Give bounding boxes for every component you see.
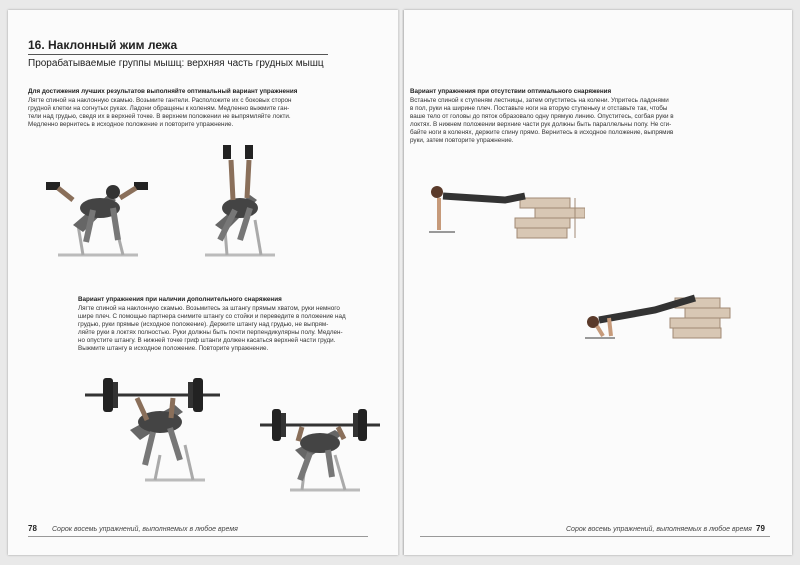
text-line: Выжмите штангу в исходное положение. Повторите упражнение. (78, 345, 269, 352)
decline-pushup-bottom-illustration (575, 288, 735, 348)
decline-pushup-start-illustration (425, 180, 585, 245)
text-line: грудью, руки прямые (исходное положение). Держите штангу над грудью, не выпрям- (78, 321, 329, 328)
text-line: шире плеч. С помощью партнера снимите штангу со стойки и переведите в положение над (78, 313, 346, 320)
dumbbell-press-top-illustration (195, 140, 285, 270)
text-line: тели над грудью, сведя их в верхней точке. В верхнем положении не выпрямляйте локти. (28, 113, 291, 120)
exercise-subtitle: Прорабатываемые группы мышц: верхняя часть грудных мышц (28, 58, 324, 69)
barbell-press-top-illustration (85, 370, 220, 500)
optimal-variant-text (28, 97, 291, 129)
footer-rule-left (28, 536, 368, 537)
text-line: Встаньте спиной к ступеням лестницы, затем опуститесь на колени. Упритесь ладонями (410, 97, 669, 104)
text-line: руки, затем повторите упражнение. (410, 137, 514, 144)
no-equipment-variant-text (410, 97, 674, 145)
text-line: ваше тело от головы до пяток образовало одну прямую линию. Опуститесь, согбая руки в (410, 113, 674, 120)
barbell-press-bottom-illustration (260, 405, 380, 500)
text-line: Медленно вернитесь в исходное положение и повторите упражнение. (28, 121, 234, 128)
footer-right: Сорок восемь упражнений, выполняемых в любое время (566, 526, 752, 533)
footer-left: Сорок восемь упражнений, выполняемых в любое время (52, 526, 238, 533)
text-line: но опустите штангу. В нижней точке гриф штанги должен касаться верхней части груди. (78, 337, 336, 344)
equipment-variant-text (78, 305, 346, 353)
text-line: в пол, руки на ширине плеч. Поставьте ноги на вторую ступеньку и отставьте так, чтобы (410, 105, 668, 112)
no-equipment-variant-heading: Вариант упражнения при отсутствии оптимального снаряжения (410, 88, 612, 95)
optimal-variant-heading: Для достижения лучших результатов выполняйте оптимальный вариант упражнения (28, 88, 298, 95)
exercise-title: 16. Наклонный жим лежа (28, 38, 178, 52)
text-line: локтях. В нижнем положении верхние части рук должны быть параллельны полу. Не сги- (410, 121, 672, 128)
text-line: Лягте спиной на наклонную скамью. Возьмите гантели. Расположите их с боковых сторон (28, 97, 292, 104)
text-line: грудной клетки на согнутых руках. Ладони обращены к коленям. Медленно выжмите ган- (28, 105, 290, 112)
page-number-right: 79 (756, 524, 765, 533)
text-line: ляйте руки в локтях полностью. Руки должны быть почти перпендикулярны полу. Медлен- (78, 329, 343, 336)
dumbbell-press-start-illustration (38, 170, 148, 275)
footer-rule-right (420, 536, 770, 537)
equipment-variant-heading: Вариант упражнения при наличии дополнительного снаряжения (78, 296, 282, 303)
text-line: байте ноги в коленях, держите спину прямо. Вернитесь в исходное положение, выпрямив (410, 129, 674, 136)
page-number-left: 78 (28, 524, 37, 533)
text-line: Лягте спиной на наклонную скамью. Возьмитесь за штангу прямым хватом, руки немного (78, 305, 340, 312)
title-divider (28, 54, 328, 55)
